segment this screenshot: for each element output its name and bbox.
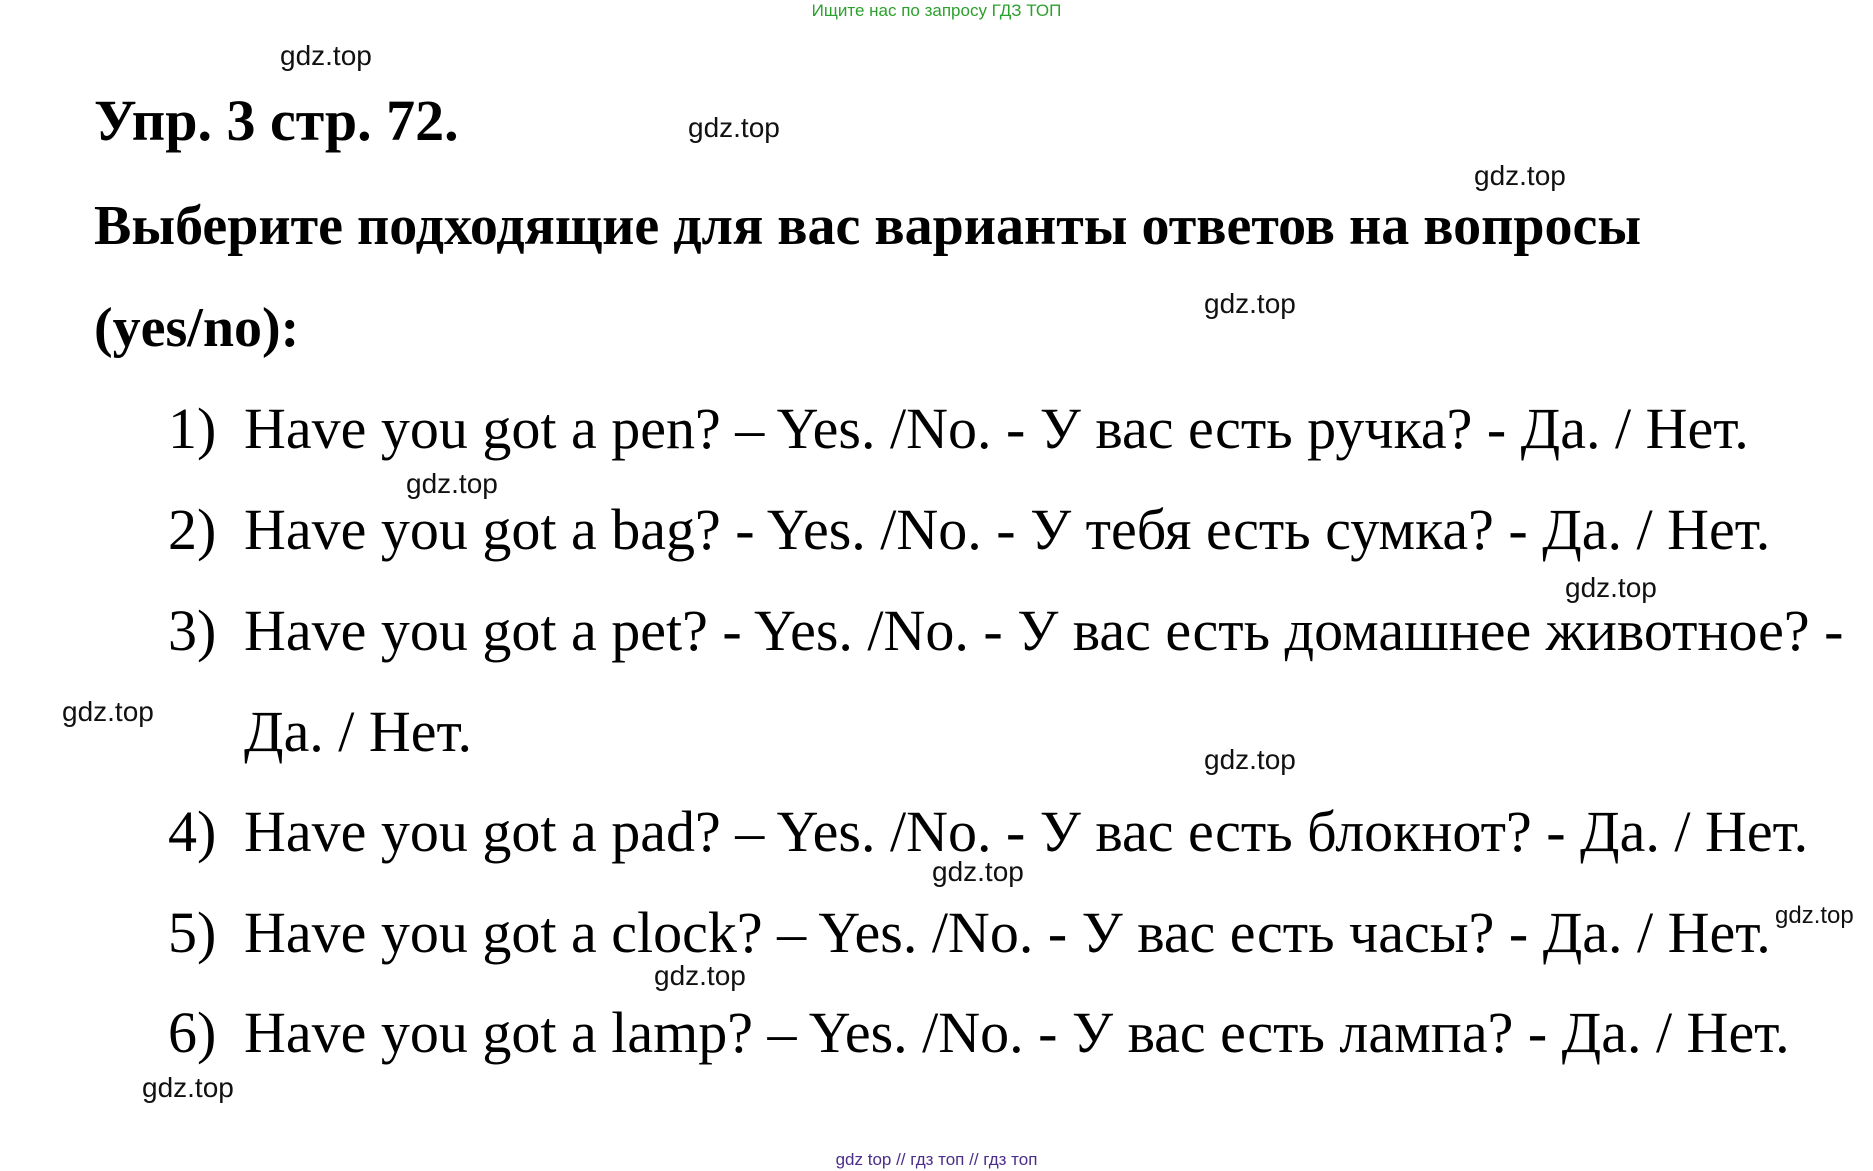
list-item (168, 799, 1809, 864)
watermark: gdz.top (1204, 744, 1296, 775)
watermark: gdz.top (1775, 902, 1854, 929)
watermark: gdz.top (932, 856, 1024, 887)
item-number: 6) (168, 1000, 217, 1065)
watermark: gdz.top (1474, 160, 1566, 191)
instruction-line-2: (yes/no): (94, 297, 300, 359)
list-item (168, 396, 1749, 461)
instruction-line-1: Выберите подходящие для вас варианты ответов на вопросы (94, 195, 1642, 257)
footer-watermark: gdz top // гдз топ // гдз топ (835, 1150, 1038, 1169)
item-number: 5) (168, 900, 217, 965)
watermark: gdz.top (280, 40, 372, 71)
item-text: Have you got a pet? - Yes. /No. - У вас есть домашнее животное? - (244, 598, 1844, 663)
top-banner: Ищите нас по запросу ГДЗ ТОП (811, 1, 1062, 20)
item-number: 4) (168, 799, 217, 864)
item-text: Have you got a bag? - Yes. /No. - У тебя есть сумка? - Да. / Нет. (244, 497, 1771, 562)
exercise-title: Упр. 3 стр. 72. (94, 88, 459, 153)
item-text: Have you got a lamp? – Yes. /No. - У вас есть лампа? - Да. / Нет. (244, 1000, 1790, 1065)
watermark: gdz.top (142, 1072, 234, 1103)
list-item (168, 900, 1771, 965)
item-number: 2) (168, 497, 217, 562)
item-text: Have you got a clock? – Yes. /No. - У вас есть часы? - Да. / Нет. (244, 900, 1771, 965)
watermark: gdz.top (62, 696, 154, 727)
item-number: 3) (168, 598, 217, 663)
list-item (168, 497, 1771, 562)
watermark: gdz.top (688, 112, 780, 143)
list-item (168, 598, 1844, 663)
item-text-continuation: Да. / Нет. (244, 699, 473, 764)
watermark: gdz.top (654, 960, 746, 991)
item-number: 1) (168, 396, 217, 461)
item-text: Have you got a pen? – Yes. /No. - У вас есть ручка? - Да. / Нет. (244, 396, 1749, 461)
list-item (168, 1000, 1790, 1065)
watermark: gdz.top (1204, 288, 1296, 319)
watermark: gdz.top (406, 468, 498, 499)
item-text: Have you got a pad? – Yes. /No. - У вас есть блокнот? - Да. / Нет. (244, 799, 1809, 864)
watermark: gdz.top (1565, 572, 1657, 603)
